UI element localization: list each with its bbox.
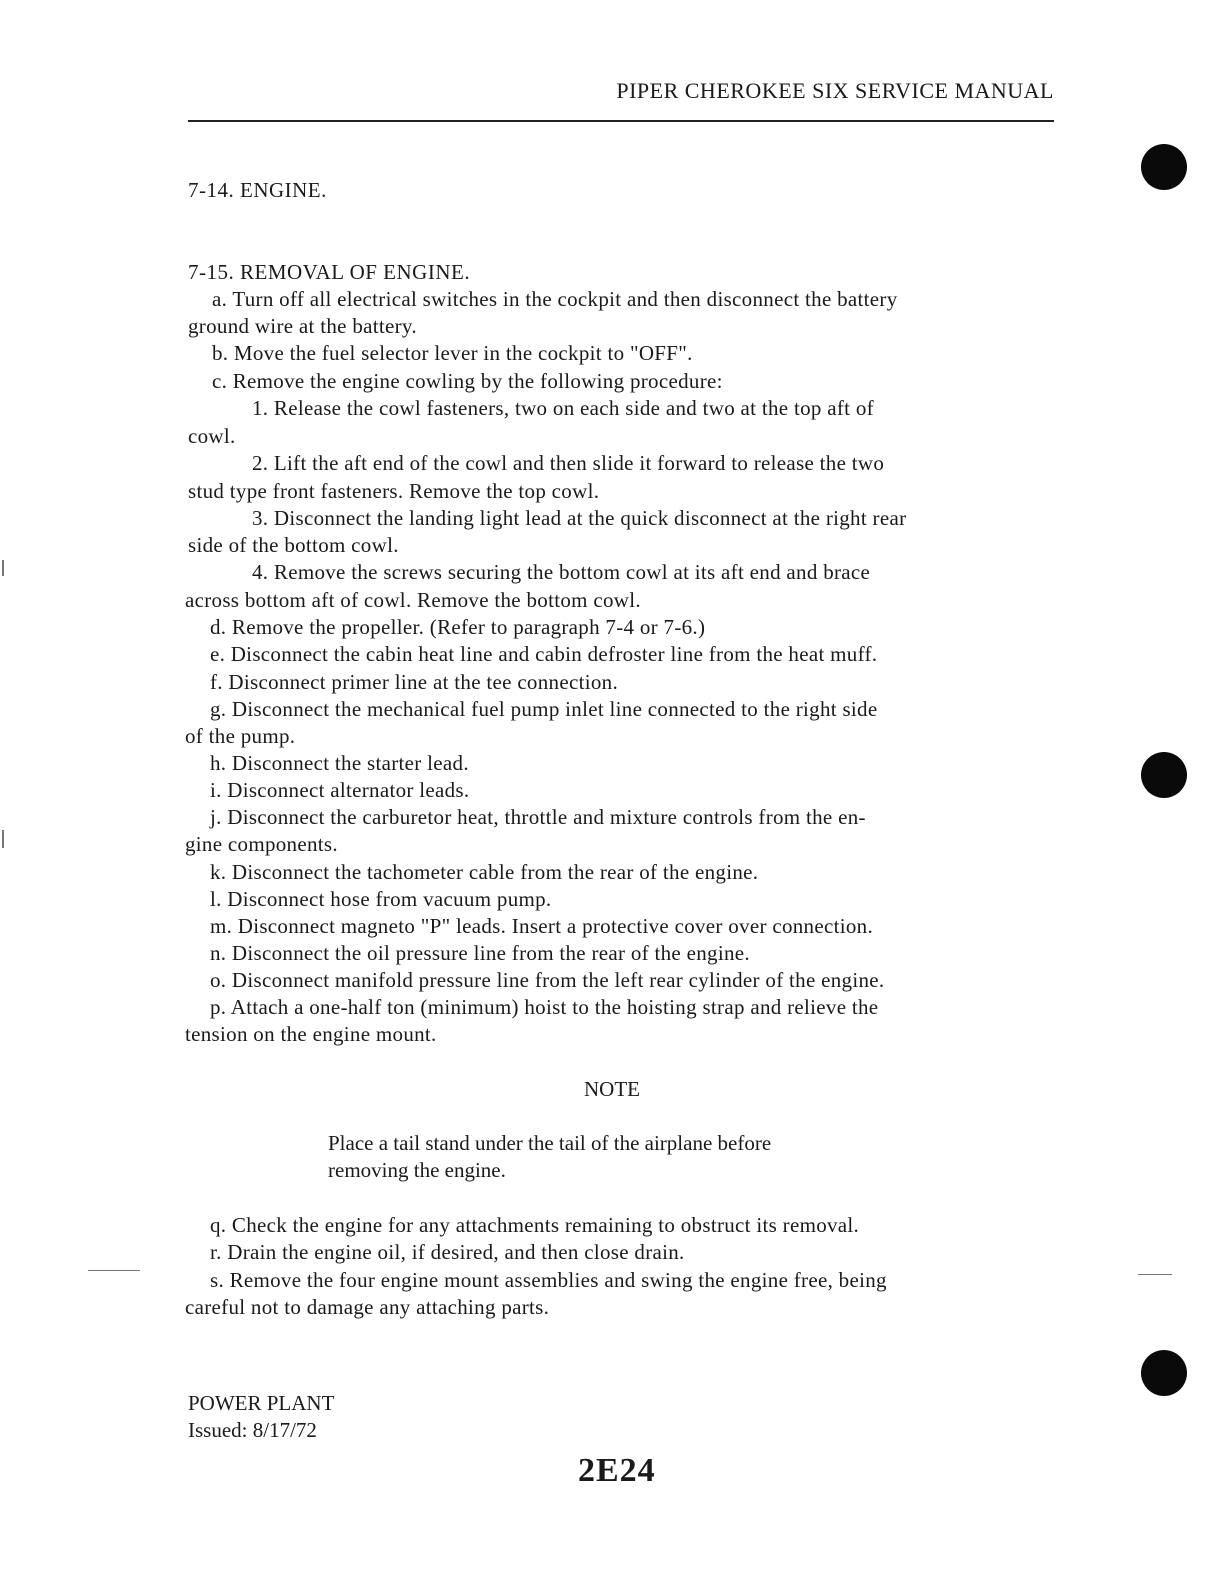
section-heading-removal: 7-15. REMOVAL OF ENGINE. xyxy=(188,260,471,284)
manual-title: PIPER CHEROKEE SIX SERVICE MANUAL xyxy=(616,78,1054,103)
step-j-cont: gine components. xyxy=(185,832,338,856)
step-l: l. Disconnect hose from vacuum pump. xyxy=(210,887,552,911)
edge-speck xyxy=(2,830,4,848)
step-d: d. Remove the propeller. (Refer to paragraph 7-4 or 7-6.) xyxy=(210,615,706,639)
step-g: g. Disconnect the mechanical fuel pump inlet line connected to the right side xyxy=(210,697,878,721)
step-s: s. Remove the four engine mount assemblies and swing the engine free, being xyxy=(210,1268,887,1292)
punch-hole-top xyxy=(1141,144,1187,190)
edge-speck xyxy=(1138,1274,1172,1275)
step-q: q. Check the engine for any attachments remaining to obstruct its removal. xyxy=(210,1213,860,1237)
step-r: r. Drain the engine oil, if desired, and then close drain. xyxy=(210,1240,685,1264)
substep-1-cont: cowl. xyxy=(188,424,236,448)
step-g-cont: of the pump. xyxy=(185,724,296,748)
step-h: h. Disconnect the starter lead. xyxy=(210,751,469,775)
substep-4-cont: across bottom aft of cowl. Remove the bottom cowl. xyxy=(185,588,641,612)
step-p-cont: tension on the engine mount. xyxy=(185,1022,437,1046)
step-s-cont: careful not to damage any attaching parts. xyxy=(185,1295,550,1319)
step-i: i. Disconnect alternator leads. xyxy=(210,778,470,802)
substep-2: 2. Lift the aft end of the cowl and then slide it forward to release the two xyxy=(252,451,885,475)
edge-speck xyxy=(2,560,4,576)
step-b: b. Move the fuel selector lever in the cockpit to "OFF". xyxy=(212,341,693,365)
footer-issued: Issued: 8/17/72 xyxy=(188,1418,317,1442)
step-p: p. Attach a one-half ton (minimum) hoist to the hoisting strap and relieve the xyxy=(210,995,879,1019)
step-o: o. Disconnect manifold pressure line from the left rear cylinder of the engine. xyxy=(210,968,885,992)
punch-hole-middle xyxy=(1141,752,1187,798)
step-m: m. Disconnect magneto "P" leads. Insert a protective cover over connection. xyxy=(210,914,874,938)
step-a-cont: ground wire at the battery. xyxy=(188,314,417,338)
substep-3: 3. Disconnect the landing light lead at the quick disconnect at the right rear xyxy=(252,506,907,530)
step-e: e. Disconnect the cabin heat line and cabin defroster line from the heat muff. xyxy=(210,642,878,666)
step-f: f. Disconnect primer line at the tee connection. xyxy=(210,670,618,694)
punch-hole-bottom xyxy=(1141,1350,1187,1396)
substep-1: 1. Release the cowl fasteners, two on each side and two at the top aft of xyxy=(252,396,874,420)
step-c: c. Remove the engine cowling by the following procedure: xyxy=(212,369,723,393)
header-rule xyxy=(188,120,1054,122)
section-heading-engine: 7-14. ENGINE. xyxy=(188,178,327,202)
footer-section: POWER PLANT xyxy=(188,1391,335,1415)
edge-speck xyxy=(88,1270,140,1271)
note-text-line-2: removing the engine. xyxy=(328,1158,506,1182)
substep-4: 4. Remove the screws securing the bottom cowl at its aft end and brace xyxy=(252,560,871,584)
step-a: a. Turn off all electrical switches in the cockpit and then disconnect the battery xyxy=(212,287,898,311)
note-title: NOTE xyxy=(584,1077,640,1101)
substep-2-cont: stud type front fasteners. Remove the top cowl. xyxy=(188,479,600,503)
note-text-line-1: Place a tail stand under the tail of the airplane before xyxy=(328,1131,772,1155)
step-k: k. Disconnect the tachometer cable from the rear of the engine. xyxy=(210,860,759,884)
substep-3-cont: side of the bottom cowl. xyxy=(188,533,399,557)
step-n: n. Disconnect the oil pressure line from the rear of the engine. xyxy=(210,941,750,965)
step-j: j. Disconnect the carburetor heat, throttle and mixture controls from the en- xyxy=(210,805,866,829)
page-code: 2E24 xyxy=(578,1452,656,1489)
